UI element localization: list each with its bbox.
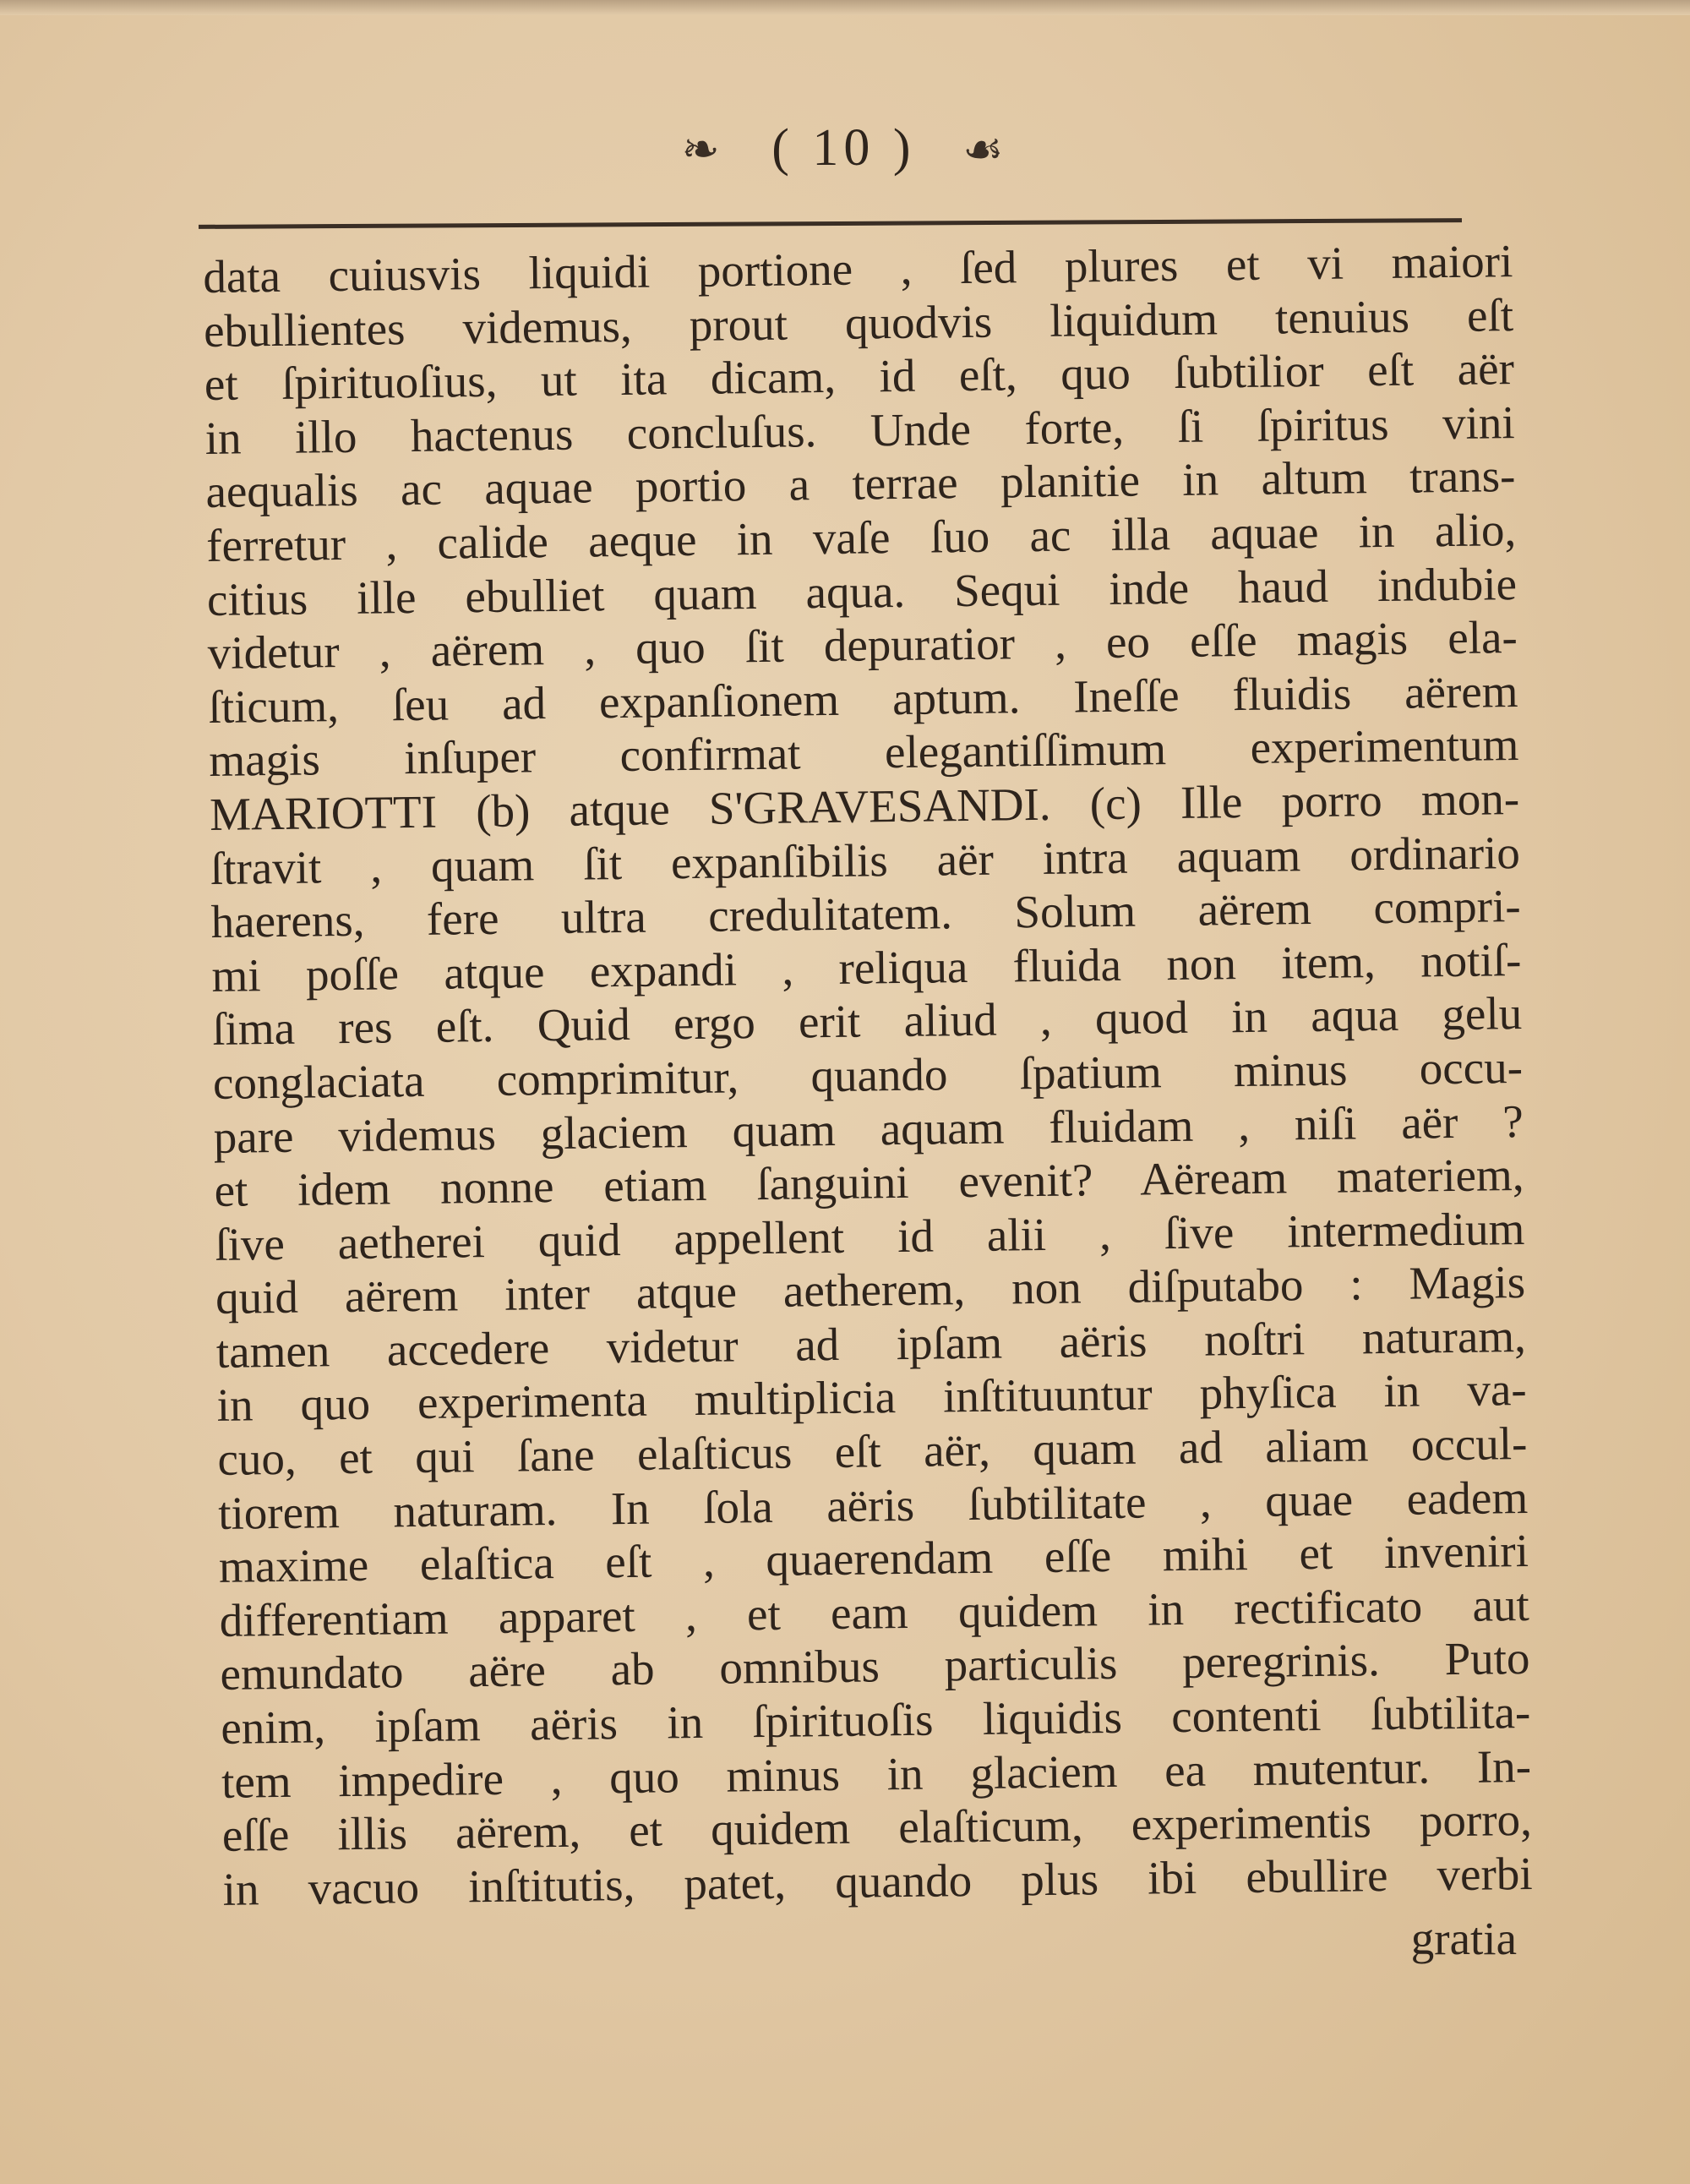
text-line: quid aërem inter atque aetherem, non diſputabo : Magis (215, 1256, 1526, 1324)
text-line: magis inſuper confirmat elegantiſſimum experimentum (209, 718, 1519, 787)
text-line: et ſpirituoſius, ut ita dicam, id eſt, quo ſubtilior eſt aër (204, 342, 1515, 411)
text-line: pare videmus glaciem quam aquam fluidam , niſi aër ? (213, 1095, 1524, 1163)
right-ornament-icon: ☙ (962, 124, 1009, 175)
text-line: ebullientes videmus, prout quodvis liquidum tenuius eſt (203, 288, 1514, 357)
page-number: ( 10 ) (771, 119, 916, 177)
left-ornament-icon: ❧ (681, 124, 725, 175)
text-line: cuo, et qui ſane elaſticus eſt aër, quam ad aliam occul- (217, 1417, 1528, 1485)
text-line: ſima res eſt. Quid ergo erit aliud , quod in aqua gelu (211, 987, 1523, 1056)
text-line: in illo hactenus concluſus. Unde forte, ſi ſpiritus vini (204, 396, 1515, 464)
text-line: tem impedire , quo minus in glaciem ea mutentur. In- (221, 1739, 1532, 1808)
text-line: et idem nonne etiam ſanguini evenit? Aëream materiem, (214, 1149, 1524, 1217)
text-line: tamen accedere videtur ad ipſam aëris noſtri naturam, (215, 1309, 1527, 1378)
text-line: enim, ipſam aëris in ſpirituoſis liquidis contenti ſubtilita- (220, 1685, 1531, 1754)
text-line: eſſe illis aërem, et quidem elaſticum, experimentis porro, (221, 1794, 1533, 1862)
text-line: ſtravit , quam ſit expanſibilis aër intra aquam ordinario (210, 826, 1521, 894)
text-line: MARIOTTI (b) atque S'GRAVESANDI. (c) Ille porro mon- (209, 772, 1520, 840)
text-line: videtur , aërem , quo ſit depuratior , eo eſſe magis ela- (207, 611, 1518, 680)
text-line: mi poſſe atque expandi , reliqua fluida non item, notiſ- (211, 933, 1522, 1002)
running-header (0, 118, 1690, 178)
text-line: emundato aëre ab omnibus particulis peregrinis. Puto (220, 1632, 1530, 1701)
text-line: ſive aetherei quid appellent id alii , ſive intermedium (214, 1202, 1525, 1270)
text-line: ſticum, ſeu ad expanſionem aptum. Ineſſe fluidis aërem (208, 664, 1518, 733)
text-line: tiorem naturam. In ſola aëris ſubtilitate , quae eadem (217, 1471, 1529, 1539)
text-line: in vacuo inſtitutis, patet, quando plus ibi ebullire verbi (222, 1847, 1533, 1915)
body-text (203, 234, 1533, 1916)
text-line: citius ille ebulliet quam aqua. Sequi inde haud indubie (206, 557, 1518, 625)
text-line: differentiam apparet , et eam quidem in rectificato aut (219, 1578, 1530, 1646)
text-line: maxime elaſtica eſt , quaerendam eſſe mihi et inveniri (218, 1525, 1529, 1593)
page-top-edge (0, 0, 1690, 15)
text-line: conglaciata comprimitur, quando ſpatium minus occu- (212, 1040, 1524, 1109)
text-line: aequalis ac aquae portio a terrae planitie in altum trans- (205, 450, 1516, 518)
text-line: in quo experimenta multiplicia inſtituuntur phyſica in va- (216, 1363, 1527, 1432)
text-line: data cuiusvis liquidi portione , ſed plures et vi maiori (203, 235, 1513, 303)
text-line: ferretur , calide aeque in vaſe ſuo ac illa aquae in alio, (205, 504, 1517, 571)
catchword: gratia (1410, 1913, 1517, 1964)
header-rule (199, 218, 1462, 229)
text-line: haerens, fere ultra credulitatem. Solum aërem compri- (210, 880, 1521, 948)
